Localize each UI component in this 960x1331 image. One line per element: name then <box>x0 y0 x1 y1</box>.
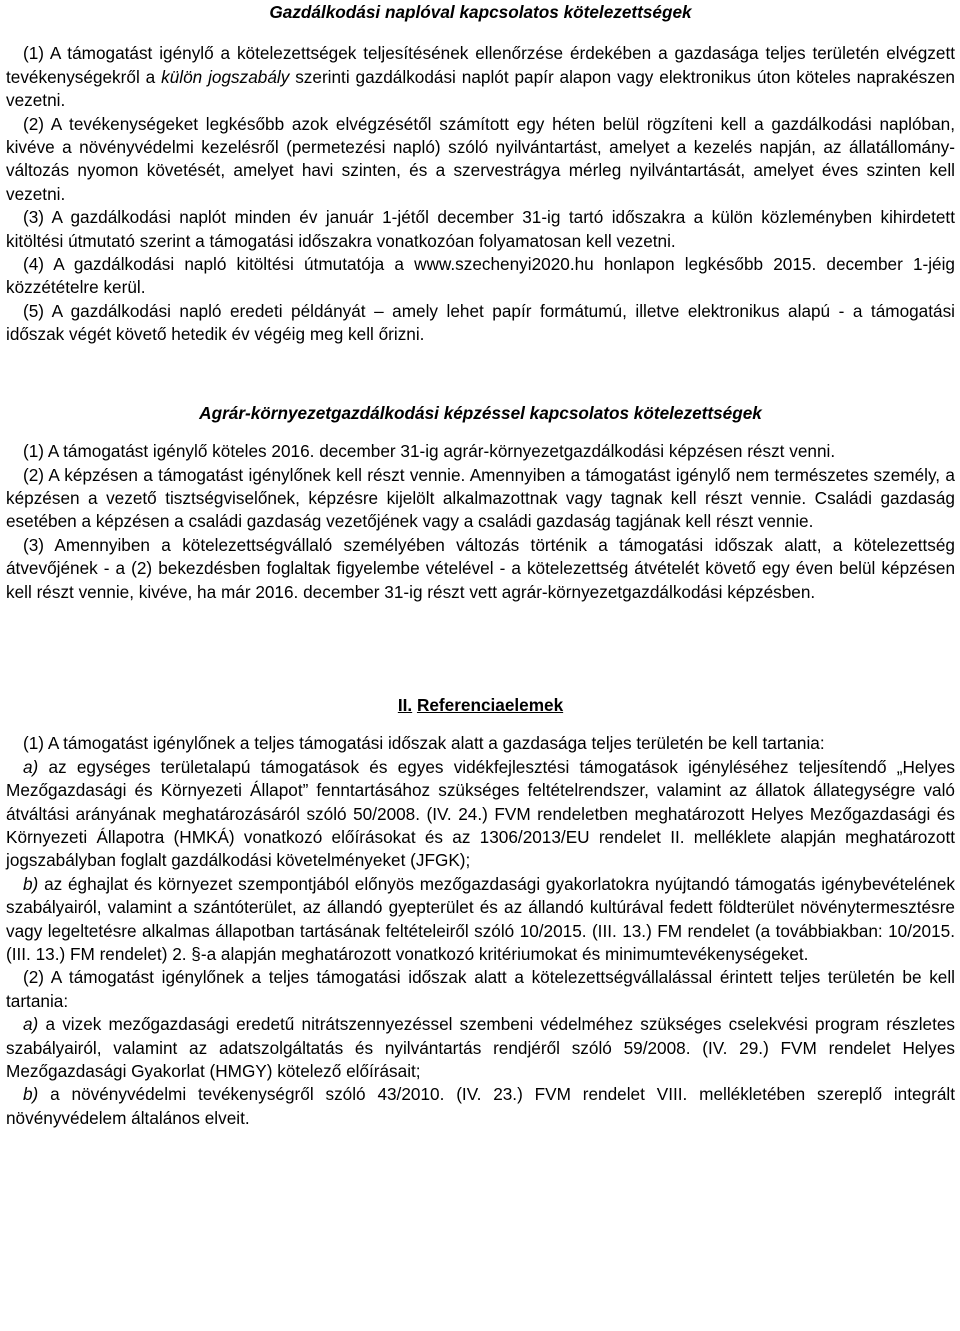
paragraph-diary-5: (5) A gazdálkodási napló eredeti példányát – amely lehet papír formátumú, illetve elektronikus alapú - a támogatási időszak végét követő hetedik év végéig meg kell őrizni. <box>6 300 955 345</box>
paragraph-diary-3: (3) A gazdálkodási naplót minden év január 1-jétől december 31-ig tartó időszakra a külön közleményben kihirdetett kitöltési útmutató szerint a támogatási időszakra vonatkozóan folyamatosan kell vezetni. <box>6 207 955 251</box>
item-label-b: b) <box>23 873 39 894</box>
spacer <box>6 347 955 402</box>
section-title-reference-elements <box>6 694 955 717</box>
spacer <box>6 604 955 694</box>
paragraph-reference-2: (2) A támogatást igénylőnek a teljes támogatási időszak alatt a kötelezettségvállalással érintett teljes területén be kell tartania: <box>6 967 955 1011</box>
item-label-a: a) <box>23 756 39 777</box>
paragraph-training-1: (1) A támogatást igénylő köteles 2016. december 31-ig agrár-környezetgazdálkodási képzésen részt venni. <box>23 441 836 462</box>
paragraph-reference-2b: b) a növényvédelmi tevékenységről szóló 43/2010. (IV. 23.) FVM rendelet VIII. mellékletében szereplő integrált növényvédelem általános elveit. <box>6 1084 955 1128</box>
document-page <box>6 0 955 1130</box>
spacer <box>6 425 955 440</box>
item-label-a: a) <box>23 1014 39 1035</box>
item-label-b: b) <box>23 1084 39 1105</box>
section-title-farm-diary: Gazdálkodási naplóval kapcsolatos kötelezettségek <box>269 2 692 22</box>
emphasis-separate-law: külön jogszabály <box>161 66 290 87</box>
paragraph-diary-1: (1) A támogatást igénylő a kötelezettségek teljesítésének ellenőrzése érdekében a gazdasága teljes területén elvégzett tevékenységekről a külön jogszabály szerinti gazdálkodási naplót papír alapon vagy elektronikus úton köteles naprakészen vezetni. <box>6 43 955 111</box>
spacer <box>6 717 955 732</box>
paragraph-reference-1: (1) A támogatást igénylőnek a teljes támogatási időszak alatt a gazdasága teljes területén be kell tartania: <box>23 733 825 754</box>
paragraph-training-3: (3) Amennyiben a kötelezettségvállaló személyében változás történik a támogatási időszak alatt, a kötelezettség átvevőjének - a (2) bekezdésben foglaltak figyelembe vételével - a kötelezettség átvételét követő egy éven belül képzésen kell részt vennie, kivéve, ha már 2016. december 31-ig részt vett agrár-környezetgazdálkodási képzésben. <box>6 534 955 602</box>
paragraph-reference-1b: b) az éghajlat és környezet szempontjából előnyös mezőgazdasági gyakorlatokra nyújtandó támogatás igénybevételének szabályairól, valamint a szántóterület, az állandó gyepterület és az állandó kultúrával fedett földterület növénytermesztésre vagy legeltetésre alkalmas állapotban tartásának feltételeiről szóló 10/2015. (III. 13.) FM rendelet (a továbbiakban: 10/2015. (III. 13.) FM rendelet) 2. §-a alapján meghatározott vonatkozó kritériumokat és minimumtevékenységeket. <box>6 873 955 964</box>
paragraph-reference-2a: a) a vizek mezőgazdasági eredetű nitrátszennyezéssel szembeni védelméhez szükséges cselekvési program részletes szabályairól, valamint az adatszolgáltatás és nyilvántartás rendjéről szóló 59/2008. (IV. 29.) FVM rendelet Helyes Mezőgazdasági Gyakorlat (HMGY) kötelező előírásait; <box>6 1014 955 1082</box>
paragraph-diary-2: (2) A tevékenységeket legkésőbb azok elvégzésétől számított egy héten belül rögzíteni kell a gazdálkodási naplóban, kivéve a növényvédelmi kezelésről (permetezési napló) szóló nyilvántartást, amelyet a kezelés napján, az állatállomány-változás nyomon követését, amelyet havi szinten, és a szervestrágya mérleg nyilvántartását, amelyet éves szinten kell vezetni. <box>6 113 955 204</box>
paragraph-diary-4: (4) A gazdálkodási napló kitöltési útmutatója a www.szechenyi2020.hu honlapon legkésőbb 2015. december 1-jéig közzétételre kerül. <box>6 254 955 298</box>
section-title-training: Agrár-környezetgazdálkodási képzéssel kapcsolatos kötelezettségek <box>199 402 762 423</box>
section-number: II. <box>397 694 413 715</box>
paragraph-reference-1a: a) az egységes területalapú támogatások és egyes vidékfejlesztési támogatások igényléséhez teljesítendő „Helyes Mezőgazdasági és Környezeti Állapot” fenntartásához szükséges feltételrendszer, valamint az állatok állategységre való átváltási arányának meghatározásáról szóló 50/2008. (IV. 24.) FVM rendeletben meghatározott Helyes Mezőgazdasági és Környezeti Állapotra (HMKÁ) vonatkozó előírásokat és az 1306/2013/EU rendelet II. melléklete alapján meghatározott jogszabályban foglalt gazdálkodási követelményeket (JFGK); <box>6 756 955 871</box>
section-heading-text: Referenciaelemek <box>416 694 564 715</box>
paragraph-training-2: (2) A képzésen a támogatást igénylőnek kell részt vennie. Amennyiben a támogatást igénylő nem természetes személy, a képzésen a vezető tisztségviselőnek, képzésre kijelölt alkalmazottnak vagy tagnak kell részt vennie. Családi gazdaság esetében a képzésen a családi gazdaság vezetőjének vagy a családi gazdaság tagjának kell részt vennie. <box>6 464 955 532</box>
